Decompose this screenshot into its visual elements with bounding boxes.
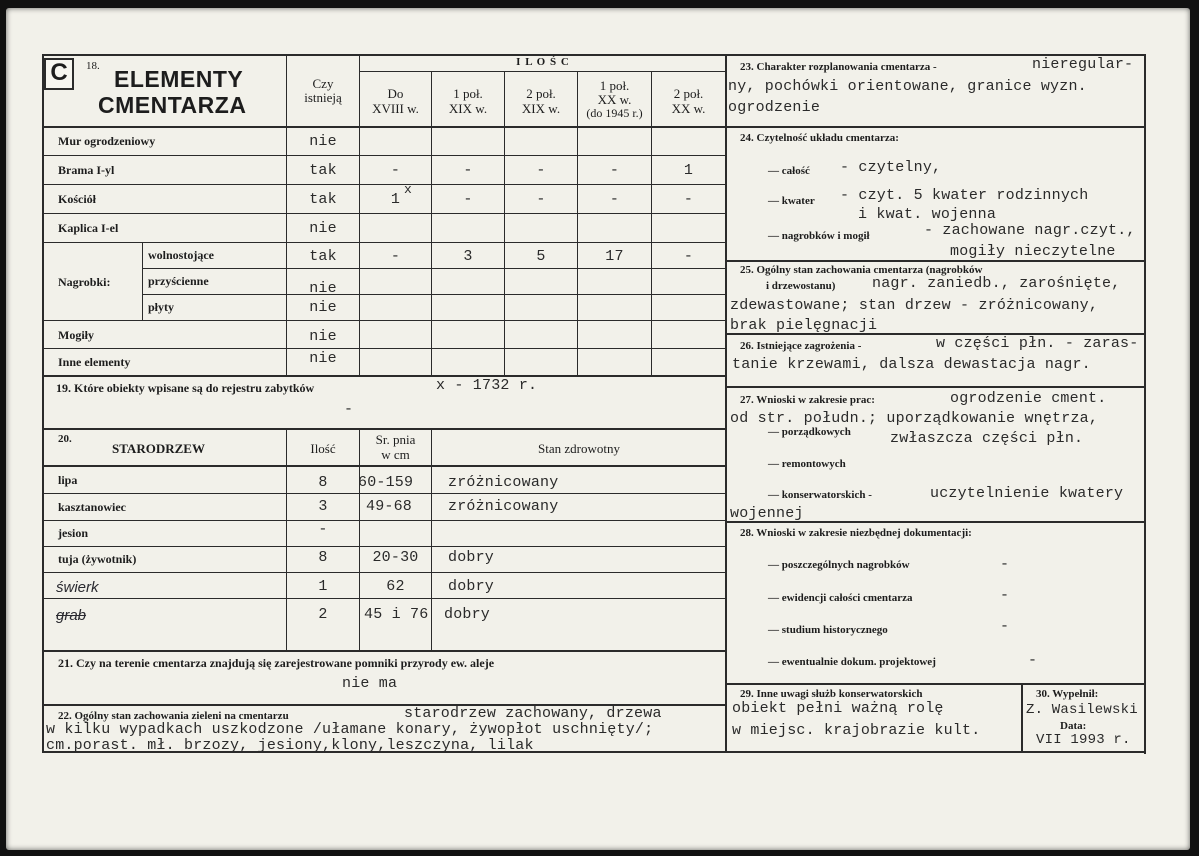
tree-size: 49-68 xyxy=(366,498,413,515)
tree-name: grab xyxy=(56,607,87,624)
rule xyxy=(42,493,726,494)
section-23-line-2: ny, pochówki orientowane, granice wyzn. xyxy=(728,78,1087,95)
element-qty: - xyxy=(683,191,694,208)
header-czy: Czy xyxy=(312,76,334,91)
section-22-line-2: w kilku wypadkach uszkodzone /ułamane konary, żywopłot uschnięty/; xyxy=(46,721,654,738)
kwater-label: — kwater xyxy=(768,195,815,207)
doc-item-label: — poszczególnych nagrobków xyxy=(768,559,910,571)
tree-state: zróżnicowany xyxy=(448,474,559,491)
section-26-label: 26. Istniejące zagrożenia - xyxy=(740,340,862,352)
doc-item-value: - xyxy=(1000,587,1010,604)
rule xyxy=(431,428,432,650)
section-letter: C xyxy=(50,59,68,86)
title-line-2: CMENTARZA xyxy=(98,92,247,118)
section-25-label-2: i drzewostanu) xyxy=(766,280,836,292)
section-27-line-1: ogrodzenie cment. xyxy=(950,390,1107,407)
element-qty: 1 xyxy=(390,191,401,208)
section-25-line-3: brak pielęgnacji xyxy=(730,317,878,334)
element-name: wolnostojące xyxy=(148,248,214,262)
element-qty: - xyxy=(609,162,620,179)
rule xyxy=(42,546,726,547)
period-4-line-3: (do 1945 r.) xyxy=(586,106,643,120)
period-4-line-1: 1 poł. xyxy=(599,78,630,93)
title-line-1: ELEMENTY xyxy=(114,66,244,92)
tree-size: 60-159 xyxy=(358,474,414,491)
header-ilosc: I L O Ś C xyxy=(516,56,570,68)
filled-by-name: Z. Wasilewski xyxy=(1026,702,1138,718)
tree-name: kasztanowiec xyxy=(58,500,126,514)
rule xyxy=(1144,54,1146,754)
rule xyxy=(42,155,726,156)
element-qty: - xyxy=(536,162,546,179)
section-19-label: 19. Które obiekty wpisane są do rejestru zabytków xyxy=(56,381,315,395)
date-label: Data: xyxy=(1060,720,1087,732)
element-name: Inne elementy xyxy=(58,355,131,369)
element-exists: nie xyxy=(309,133,337,150)
period-1-line-2: XVIII w. xyxy=(372,101,419,116)
tree-state: dobry xyxy=(448,578,495,595)
doc-item-label: — ewidencji całości cmentarza xyxy=(768,592,913,604)
rule xyxy=(142,242,143,320)
element-qty: - xyxy=(463,191,473,208)
tree-qty: 8 xyxy=(318,474,328,491)
rule xyxy=(42,572,726,573)
col-ilosc: Ilość xyxy=(310,441,336,456)
element-qty: - xyxy=(683,248,694,265)
element-name: Mur ogrodzeniowy xyxy=(58,134,156,148)
section-25-line-2: zdewastowane; stan drzew - zróżnicowany, xyxy=(730,297,1099,314)
rule xyxy=(42,213,726,214)
konserwatorskie-label: — konserwatorskich - xyxy=(768,489,872,501)
element-qty: - xyxy=(536,191,546,208)
porzadkowe-label: — porządkowych xyxy=(768,426,851,438)
calosc-value: - czytelny, xyxy=(840,159,942,176)
section-29-label: 29. Inne uwagi służb konserwatorskich xyxy=(740,688,923,700)
rule xyxy=(725,386,1146,388)
rule xyxy=(1021,683,1023,752)
section-27-label: 27. Wnioski w zakresie prac: xyxy=(740,394,875,406)
doc-item-label: — studium historycznego xyxy=(768,624,888,636)
section-20-number: 20. xyxy=(58,433,72,445)
tree-state: dobry xyxy=(448,549,495,566)
nagrobki-mogil-value-1: - zachowane nagr.czyt., xyxy=(924,222,1136,239)
tree-name: świerk xyxy=(56,579,99,596)
rule xyxy=(42,242,726,243)
section-23-label: 23. Charakter rozplanowania cmentarza - xyxy=(740,61,937,73)
calosc-label: — całość xyxy=(768,165,810,177)
kwater-value-2: i kwat. wojenna xyxy=(858,206,997,223)
col-sr-pnia: Sr. pnia xyxy=(375,432,416,447)
konserwatorskie-value-1: uczytelnienie kwatery xyxy=(930,485,1124,502)
konserwatorskie-value-2: wojennej xyxy=(730,505,804,522)
element-qty: 5 xyxy=(536,248,546,265)
section-22-line-1: starodrzew zachowany, drzewa xyxy=(404,705,662,722)
date-value: VII 1993 r. xyxy=(1036,732,1131,748)
period-2-line-2: XIX w. xyxy=(448,101,488,116)
section-29-line-1: obiekt pełni ważną rolę xyxy=(732,700,944,717)
period-2-line-1: 1 poł. xyxy=(453,86,483,101)
rule xyxy=(42,465,727,467)
element-name: płyty xyxy=(148,300,175,314)
rule xyxy=(142,268,726,269)
tree-qty: 3 xyxy=(318,498,328,515)
element-exists: nie xyxy=(309,350,337,367)
period-1-line-1: Do xyxy=(387,86,404,101)
section-27-line-2: od str. połudn.; uporządkowanie wnętrza, xyxy=(730,410,1099,427)
element-qty: 1 xyxy=(683,162,694,179)
tree-state: zróżnicowany xyxy=(448,498,559,515)
tree-name: lipa xyxy=(58,473,78,487)
doc-item-value: - xyxy=(1000,556,1010,573)
rule xyxy=(725,751,1146,753)
tree-size: 20-30 xyxy=(372,549,419,566)
section-19-value: x - 1732 r. xyxy=(436,377,538,394)
element-name: Kościół xyxy=(58,192,96,206)
nagrobki-mogil-value-2: mogiły nieczytelne xyxy=(950,243,1116,260)
rule xyxy=(42,428,727,430)
section-26-line-1: w części płn. - zaras- xyxy=(936,335,1139,352)
col-stan: Stan zdrowotny xyxy=(538,441,620,456)
element-qty: - xyxy=(609,191,620,208)
rule xyxy=(42,375,727,377)
element-qty: - xyxy=(463,162,473,179)
doc-item-label: — ewentualnie dokum. projektowej xyxy=(768,656,936,668)
element-qty: 3 xyxy=(463,248,473,265)
doc-item-value: - xyxy=(1000,618,1010,635)
rule xyxy=(42,598,726,599)
kwater-value-1: - czyt. 5 kwater rodzinnych xyxy=(840,187,1089,204)
rule xyxy=(725,683,1146,685)
element-name: Mogiły xyxy=(58,328,94,342)
element-exists: tak xyxy=(309,162,337,179)
tree-qty: 1 xyxy=(318,578,328,595)
element-qty: - xyxy=(390,162,401,179)
rule xyxy=(142,294,726,295)
section-22-label: 22. Ogólny stan zachowania zieleni na cmentarzu xyxy=(58,710,289,722)
porzadkowe-value: zwłaszcza części płn. xyxy=(890,430,1084,447)
period-5-line-2: XX w. xyxy=(671,101,706,116)
rule xyxy=(42,126,727,128)
tree-qty: - xyxy=(318,521,328,538)
register-mark: x xyxy=(404,182,413,197)
section-23-line-3: ogrodzenie xyxy=(728,99,821,116)
nagrobki-mogil-label: — nagrobków i mogił xyxy=(768,230,870,242)
rule xyxy=(42,184,726,185)
rule xyxy=(725,260,1146,262)
element-name: Kaplica I-el xyxy=(58,221,119,235)
element-qty: 17 xyxy=(605,248,624,265)
period-3-line-2: XIX w. xyxy=(521,101,561,116)
rule xyxy=(42,348,726,349)
tree-qty: 8 xyxy=(318,549,328,566)
element-exists: tak xyxy=(309,248,337,265)
section-25-label-1: 25. Ogólny stan zachowania cmentarza (nagrobków xyxy=(740,264,983,276)
rule xyxy=(359,71,726,72)
tree-state: dobry xyxy=(444,606,491,623)
tree-name: jesion xyxy=(58,526,88,540)
tree-qty: 2 xyxy=(318,606,328,623)
element-exists: nie xyxy=(309,280,337,297)
element-exists: tak xyxy=(309,191,337,208)
section-23-line-1: nieregular- xyxy=(1032,56,1134,73)
rule xyxy=(42,520,726,521)
section-25-line-1: nagr. zaniedb., zarośnięte, xyxy=(872,275,1121,292)
section-30-label: 30. Wypełnił: xyxy=(1036,688,1099,700)
period-4-line-2: XX w. xyxy=(597,92,632,107)
remontowe-label: — remontowych xyxy=(768,458,846,470)
section-22-line-3: cm.porast. mł. brzozy, jesiony,klony,leszczyna, lilak xyxy=(46,737,534,754)
rule xyxy=(42,54,44,752)
section-26-line-2: tanie krzewami, dalsza dewastacja nagr. xyxy=(732,356,1091,373)
header-istnieja: istnieją xyxy=(304,90,342,105)
col-sr-cm: w cm xyxy=(381,447,410,462)
element-exists: nie xyxy=(309,220,337,237)
rule xyxy=(725,54,727,752)
rule xyxy=(725,126,1146,128)
tree-name: tuja (żywotnik) xyxy=(58,552,137,566)
section-21-value: nie ma xyxy=(342,675,398,692)
section-28-label: 28. Wnioski w zakresie niezbędnej dokumentacji: xyxy=(740,527,972,539)
period-3-line-1: 2 poł. xyxy=(526,86,556,101)
doc-item-value: - xyxy=(1028,652,1038,669)
element-exists: nie xyxy=(309,328,337,345)
section-20-title: STARODRZEW xyxy=(112,441,205,456)
tree-size: 62 xyxy=(386,578,405,595)
rule xyxy=(42,650,727,652)
element-qty: - xyxy=(390,248,401,265)
section-21-label: 21. Czy na terenie cmentarza znajdują się zarejestrowane pomniki przyrody ew. aleje xyxy=(58,656,495,670)
rule xyxy=(42,320,726,321)
inventory-card xyxy=(6,8,1190,850)
element-exists: nie xyxy=(309,299,337,316)
section-29-line-2: w miejsc. krajobrazie kult. xyxy=(732,722,981,739)
period-5-line-1: 2 poł. xyxy=(673,86,704,101)
section-18-number: 18. xyxy=(86,60,100,72)
section-19-value-2: - xyxy=(344,401,354,418)
nagrobki-label: Nagrobki: xyxy=(58,275,111,289)
section-24-label: 24. Czytelność układu cmentarza: xyxy=(740,132,899,144)
element-name: Brama I-yl xyxy=(58,163,115,177)
tree-size: 45 i 76 xyxy=(364,606,429,623)
element-name: przyścienne xyxy=(148,274,209,288)
